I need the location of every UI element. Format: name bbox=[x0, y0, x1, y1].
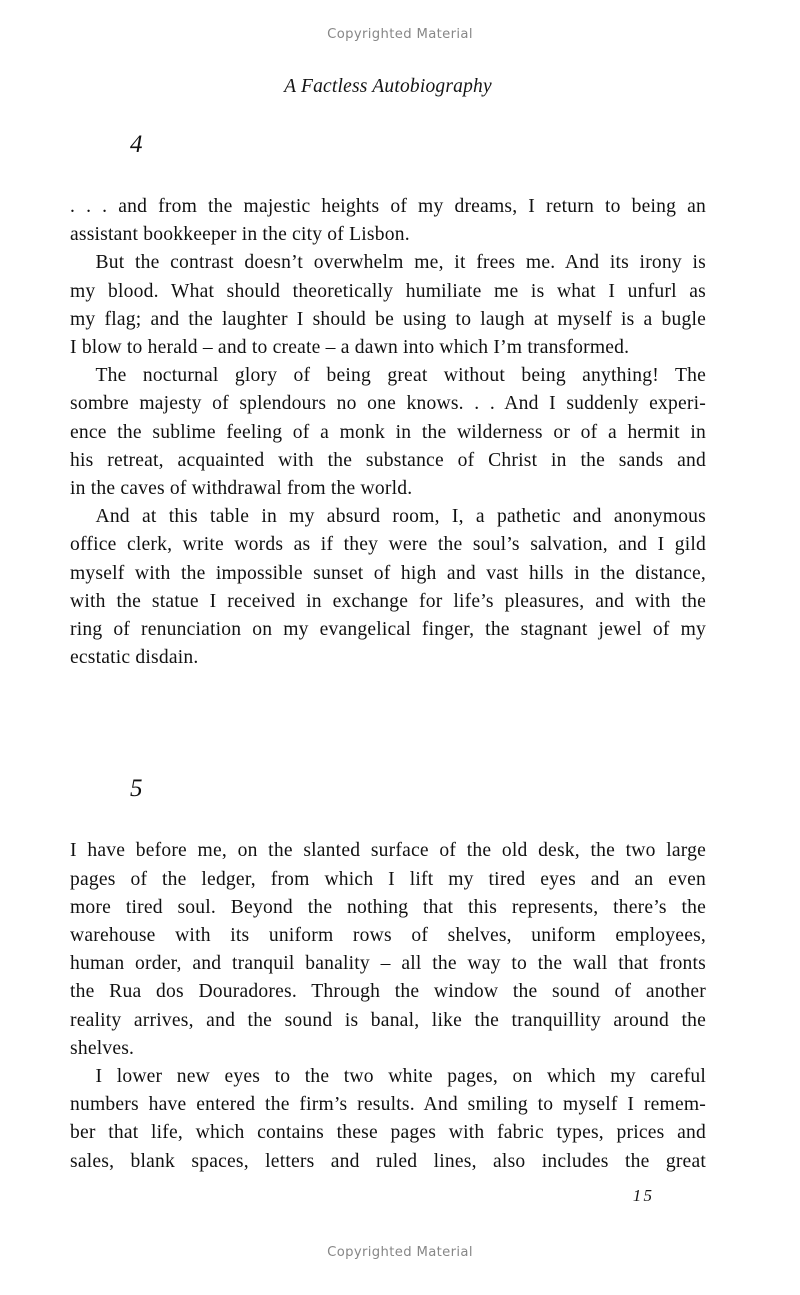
text-line: myself with the impossible sunset of high and vast hills in the distance, bbox=[70, 562, 706, 584]
text-line: ber that life, which contains these pages with fabric types, prices and bbox=[70, 1122, 706, 1144]
copyright-watermark-bottom: Copyrighted Material bbox=[327, 1245, 473, 1260]
text-line: the Rua dos Douradores. Through the window the sound of another bbox=[70, 981, 706, 1003]
text-line: ecstatic disdain. bbox=[70, 647, 199, 669]
paragraph bbox=[70, 362, 706, 503]
text-line: . . . and from the majestic heights of my dreams, I return to being an bbox=[70, 196, 706, 217]
text-line: in the caves of withdrawal from the world. bbox=[70, 478, 413, 500]
paragraph bbox=[70, 1063, 706, 1176]
text-line: The nocturnal glory of being great without being anything! The bbox=[95, 365, 706, 387]
text-line: I blow to herald – and to create – a dawn into which I’m transformed. bbox=[70, 337, 630, 359]
text-line: I lower new eyes to the two white pages, on which my careful bbox=[95, 1066, 706, 1088]
text-line: with the statue I received in exchange for life’s pleasures, and with the bbox=[70, 590, 706, 612]
text-line: sales, blank spaces, letters and ruled lines, also includes the great bbox=[70, 1150, 706, 1172]
paragraph bbox=[70, 837, 706, 1063]
text-line: my blood. What should theoretically humiliate me is what I unfurl as bbox=[70, 280, 706, 302]
text-line: more tired soul. Beyond the nothing that this represents, there’s the bbox=[70, 896, 706, 918]
paragraph bbox=[70, 193, 706, 249]
text-line: human order, and tranquil banality – all the way to the wall that fronts bbox=[70, 953, 706, 975]
text-line: his retreat, acquainted with the substance of Christ in the sands and bbox=[70, 449, 706, 471]
paragraph bbox=[70, 249, 706, 362]
text-line: reality arrives, and the sound is banal, like the tranquillity around the bbox=[70, 1009, 706, 1031]
text-line: ring of renunciation on my evangelical finger, the stagnant jewel of my bbox=[70, 619, 706, 641]
text-line: I have before me, on the slanted surface of the old desk, the two large bbox=[70, 840, 706, 862]
text-line: sombre majesty of splendours no one knows. . . And I suddenly experi- bbox=[70, 393, 706, 415]
section-4-body bbox=[70, 193, 706, 672]
page-number bbox=[70, 1186, 706, 1206]
section-5-body bbox=[70, 837, 706, 1175]
text-line: ence the sublime feeling of a monk in the wilderness or of a hermit in bbox=[70, 421, 706, 443]
page-number-value: 15 bbox=[632, 1186, 655, 1205]
text-line: But the contrast doesn’t overwhelm me, it frees me. And its irony is bbox=[95, 252, 706, 274]
section-number-4: 4 bbox=[130, 131, 143, 158]
text-line: my flag; and the laughter I should be using to laugh at myself is a bugle bbox=[70, 308, 706, 330]
text-line: office clerk, write words as if they were the soul’s salvation, and I gild bbox=[70, 534, 706, 556]
text-line: And at this table in my absurd room, I, a pathetic and anonymous bbox=[95, 506, 706, 528]
paragraph bbox=[70, 503, 706, 672]
text-line: pages of the ledger, from which I lift my tired eyes and an even bbox=[70, 868, 706, 890]
text-line: numbers have entered the firm’s results. And smiling to myself I remem- bbox=[70, 1094, 706, 1116]
running-head-title: A Factless Autobiography bbox=[284, 76, 492, 97]
copyright-watermark-top: Copyrighted Material bbox=[327, 27, 473, 42]
text-column bbox=[70, 132, 706, 1176]
section-number-5: 5 bbox=[130, 775, 143, 803]
text-line: warehouse with its uniform rows of shelves, uniform employees, bbox=[70, 925, 706, 947]
text-line: shelves. bbox=[70, 1037, 135, 1059]
text-line: assistant bookkeeper in the city of Lisbon. bbox=[70, 224, 410, 246]
